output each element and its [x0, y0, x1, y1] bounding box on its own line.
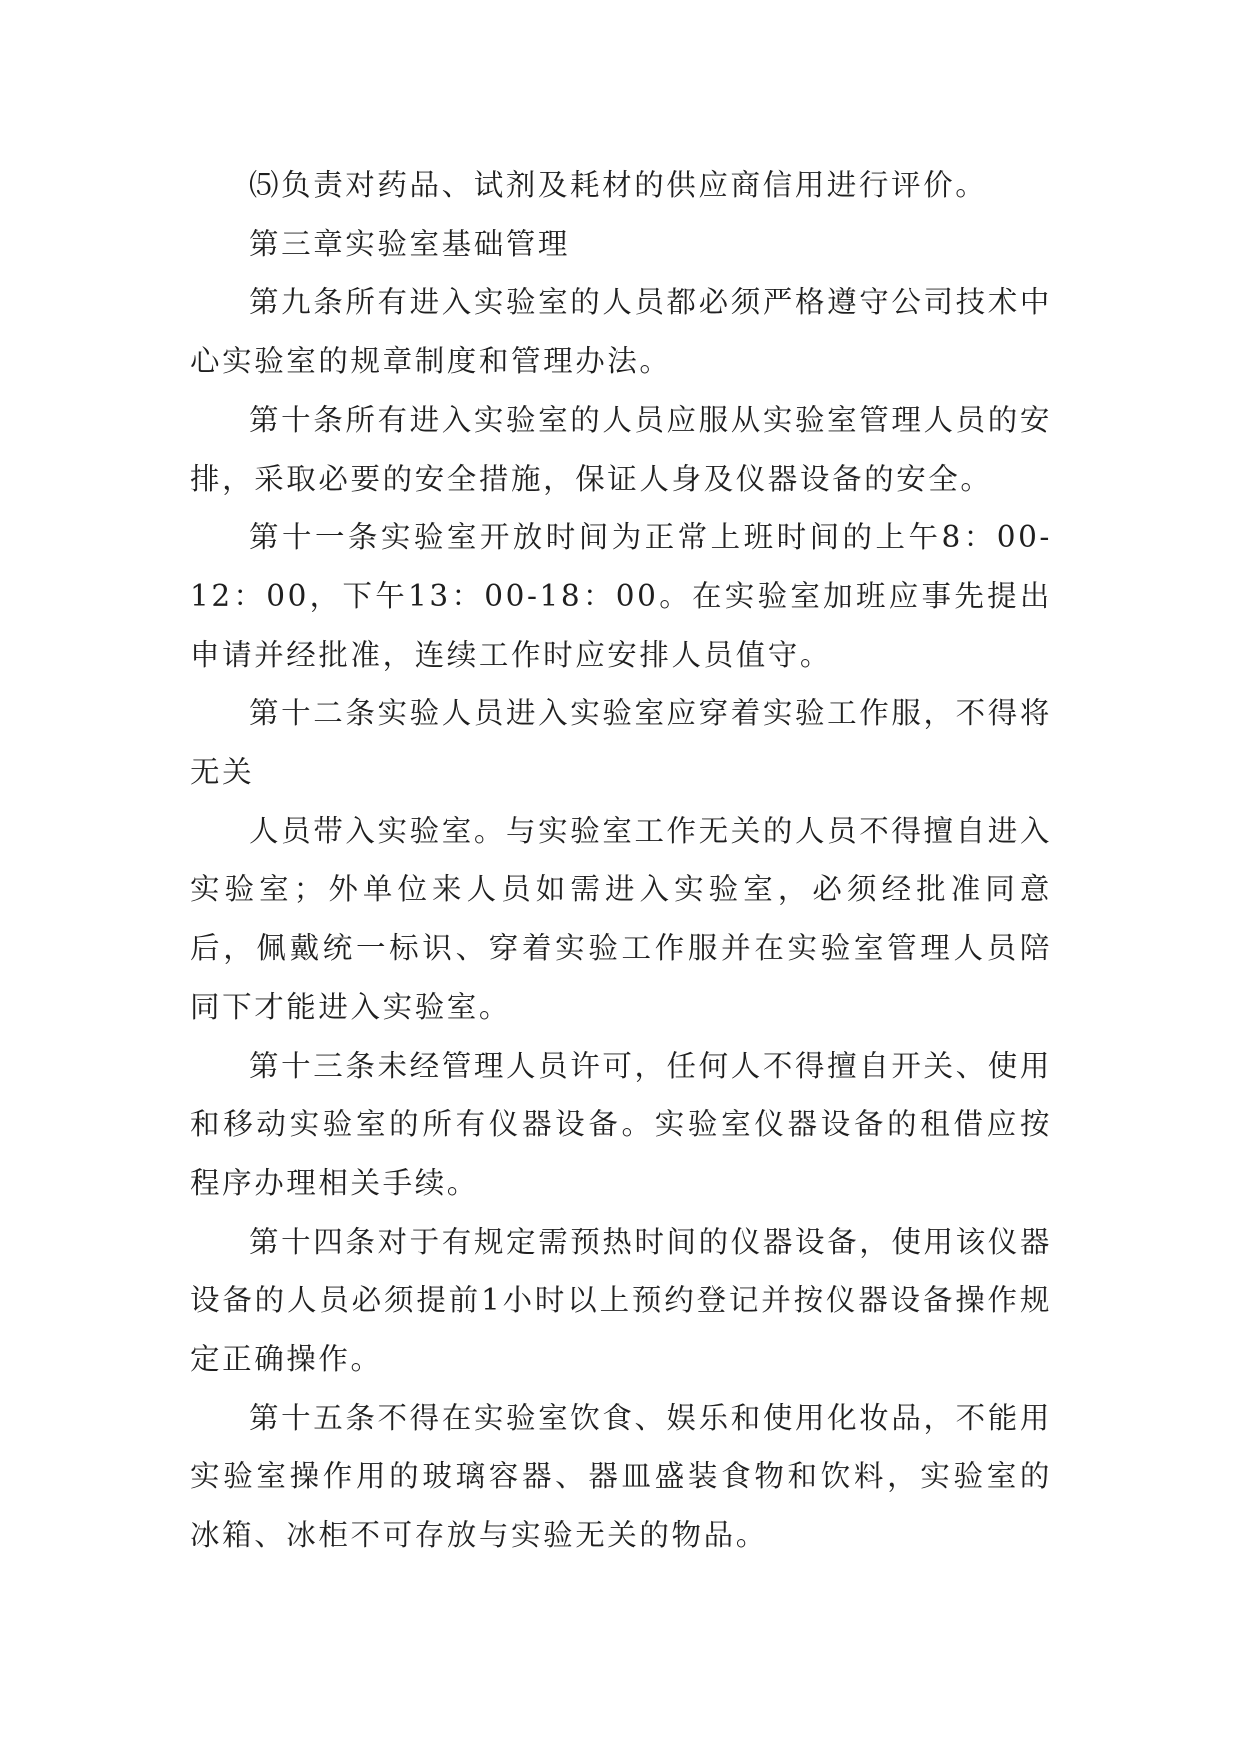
document-body: [190, 156, 1052, 1565]
paragraph-article-9: 第九条所有进入实验室的人员都必须严格遵守公司技术中心实验室的规章制度和管理办法。: [190, 285, 1052, 379]
paragraph-article-14: 第十四条对于有规定需预热时间的仪器设备，使用该仪器设备的人员必须提前1小时以上预约登记并按仪器设备操作规定正确操作。: [190, 1224, 1052, 1377]
paragraph-article-12-continued: 人员带入实验室。与实验室工作无关的人员不得擅自进入实验室；外单位来人员如需进入实验室，必须经批准同意后，佩戴统一标识、穿着实验工作服并在实验室管理人员陪同下才能进入实验室。: [190, 813, 1052, 1024]
chapter-heading: 第三章实验室基础管理: [249, 226, 571, 261]
paragraph-article-12: 第十二条实验人员进入实验室应穿着实验工作服，不得将无关: [190, 696, 1052, 790]
paragraph-supplier-evaluation: ⑸负责对药品、试剂及耗材的供应商信用进行评价。: [249, 168, 988, 202]
paragraph-article-13: 第十三条未经管理人员许可，任何人不得擅自开关、使用和移动实验室的所有仪器设备。实验室仪器设备的租借应按程序办理相关手续。: [190, 1048, 1052, 1200]
paragraph-article-15: 第十五条不得在实验室饮食、娱乐和使用化妆品，不能用实验室操作用的玻璃容器、器皿盛装食物和饮料，实验室的冰箱、冰柜不可存放与实验无关的物品。: [190, 1400, 1052, 1553]
paragraph-article-11: 第十一条实验室开放时间为正常上班时间的上午8：00-12：00，下午13：00-18：00。在实验室加班应事先提出申请并经批准，连续工作时应安排人员值守。: [190, 520, 1052, 672]
paragraph-article-10: 第十条所有进入实验室的人员应服从实验室管理人员的安排，采取必要的安全措施，保证人身及仪器设备的安全。: [190, 402, 1052, 496]
